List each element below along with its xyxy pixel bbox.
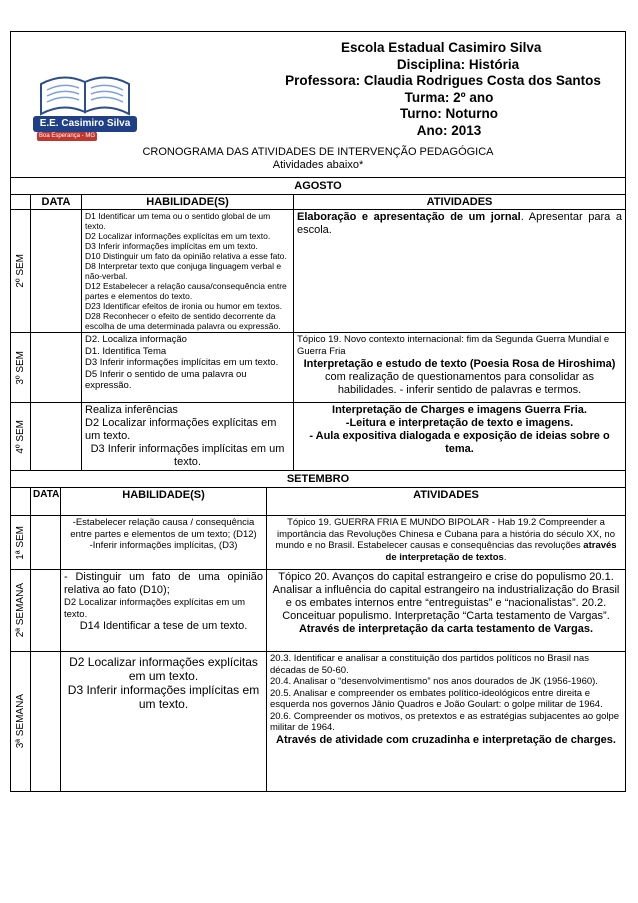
agosto-col-data: DATA	[31, 195, 82, 210]
date-cell	[31, 333, 82, 403]
class: Turma: 2º ano	[404, 89, 494, 105]
activities-cell: Tópico 19. GUERRA FRIA E MUNDO BIPOLAR - Hab 19.2 Compreender a importância das Revoluções Chinesa e Cubana para a história do século XX, no mundo e no Brasil. Estabelecer causas e consequências das revoluções através de interpretação de textos.	[267, 516, 626, 570]
activities-cell: Interpretação de Charges e imagens Guerra Fria. -Leitura e interpretação de texto e imagens. - Aula expositiva dialogada e exposição de ideias sobre o tema.	[294, 403, 626, 471]
document-header	[10, 31, 626, 142]
school-logo	[11, 32, 161, 142]
logo-subtext: Boa Esperança - MG	[38, 133, 96, 139]
shift: Turno: Noturno	[400, 106, 498, 121]
setembro-title: SETEMBRO	[11, 471, 626, 488]
date-cell	[31, 210, 82, 333]
date-cell	[31, 570, 61, 652]
skills-cell: D2. Localiza informação D1. Identifica Tema D3 Inferir informações implícitas em um texto. D5 Inferir o sentido de uma palavra ou expressão.	[82, 333, 294, 403]
activities-cell: Elaboração e apresentação de um jornal. Apresentar para a escola.	[294, 210, 626, 333]
year: Ano: 2013	[416, 122, 482, 138]
agosto-col-hab: HABILIDADE(S)	[82, 195, 294, 210]
date-cell	[31, 403, 82, 471]
cronograma-heading	[10, 142, 626, 177]
skills-cell: D1 Identificar um tema ou o sentido global de um texto. D2 Localizar informações explícitas em um texto. D3 Inferir informações implícitas em um texto. D10 Distinguir um fato da opinião relativa a esse fato. D8 Interpretar texto que conjuga linguagem verbal e não-verbal. D12 Estabelecer a relação causa/consequência entre partes e elementos do texto. D23 Identificar efeitos de ironia ou humor em textos. D28 Reconhecer o efeito de sentido decorrente da escolha de uma determinada palavra ou expressão.	[82, 210, 294, 333]
week-label: 3º SEM	[11, 333, 31, 403]
agosto-table	[10, 177, 626, 471]
week-label: 4º SEM	[11, 403, 31, 471]
page	[10, 31, 626, 792]
date-cell	[31, 516, 61, 570]
skills-cell: D2 Localizar informações explícitas em um texto. D3 Inferir informações implícitas em um texto.	[61, 652, 267, 792]
agosto-col-ativ: ATIVIDADES	[294, 195, 626, 210]
logo-text: E.E. Casimiro Silva	[39, 118, 131, 129]
teacher: Professora: Claudia Rodrigues Costa dos Santos	[285, 73, 601, 88]
week-label: 2º SEM	[11, 210, 31, 333]
week-label: 3ª SEMANA	[11, 652, 31, 792]
school-name: Escola Estadual Casimiro Silva	[341, 40, 542, 55]
setembro-col-hab: HABILIDADE(S)	[61, 488, 267, 516]
setembro-table	[10, 470, 626, 792]
cronograma-subtitle: Atividades abaixo*	[272, 159, 364, 171]
skills-cell: -Estabelecer relação causa / consequência entre partes e elementos de um texto; (D12) -Inferir informações implícitas, (D3)	[61, 516, 267, 570]
activities-cell: 20.3. Identificar e analisar a constituição dos partidos políticos no Brasil nas décadas de 50-60. 20.4. Analisar o “desenvolvimentismo” nos anos dourados de JK (1956-1960). 20.5. Analisar e compreender os embates político-ideológicos entre direita e esquerda nos governos Jânio Quadros e João Goulart: o golpe militar de 1964. 20.6. Compreender os motivos, os pretextos e as estratégias subjacentes ao golpe militar de 1964. Através de atividade com cruzadinha e interpretação de charges.	[267, 652, 626, 792]
setembro-col-data: DATA	[31, 488, 61, 516]
week-label: 1ª SEM	[11, 516, 31, 570]
cronograma-title: CRONOGRAMA DAS ATIVIDADES DE INTERVENÇÃO PEDAGÓGICA	[142, 146, 494, 158]
activities-cell: Tópico 19. Novo contexto internacional: fim da Segunda Guerra Mundial e Guerra Fria Interpretação e estudo de texto (Poesia Rosa de Hiroshima) com realização de questionamentos para consolidar as habilidades. - inferir sentido de palavras e termos.	[294, 333, 626, 403]
activities-cell: Tópico 20. Avanços do capital estrangeiro e crise do populismo 20.1. Analisar a influência do capital estrangeiro na industrialização do Brasil e os embates internos entre “entreguistas” e “nacionalistas”. 20.2. Conceituar populismo. Interpretação “Carta testamento de Vargas”. Através de interpretação da carta testamento de Vargas.	[267, 570, 626, 652]
skills-cell: - Distinguir um fato de uma opinião relativa ao fato (D10); D2 Localizar informações explícitas em um texto. D14 Identificar a tese de um texto.	[61, 570, 267, 652]
header-text	[161, 32, 625, 142]
discipline: Disciplina: História	[396, 56, 520, 72]
setembro-col-ativ: ATIVIDADES	[267, 488, 626, 516]
agosto-title: AGOSTO	[11, 178, 626, 195]
week-label: 2ª SEMANA	[11, 570, 31, 652]
skills-cell: Realiza inferências D2 Localizar informações explícitas em um texto. D3 Inferir informações implícitas em um texto.	[82, 403, 294, 471]
date-cell	[31, 652, 61, 792]
